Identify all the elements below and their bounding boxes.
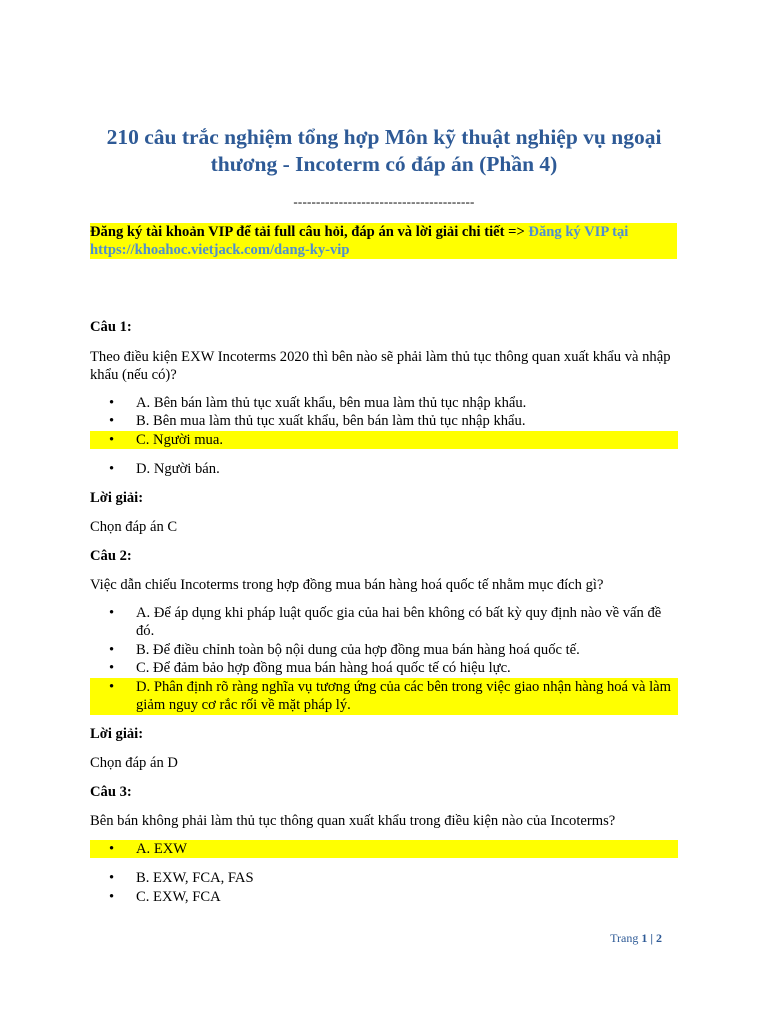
footer-prefix: Trang xyxy=(610,931,639,945)
question-2-option-c: • C. Để đảm bảo hợp đồng mua bán hàng hoá quốc tế có hiệu lực. xyxy=(109,660,511,676)
bullet-icon: • xyxy=(109,840,115,857)
question-3-options xyxy=(90,840,678,907)
question-2-options xyxy=(90,604,678,715)
title-line-1: 210 câu trắc nghiệm tổng hợp Môn kỹ thuật nghiệp vụ ngoại xyxy=(106,125,662,149)
bullet-icon: • xyxy=(109,413,115,429)
bullet-icon: • xyxy=(109,641,115,658)
question-3-option-a-correct: • A. EXW xyxy=(90,840,678,859)
vip-banner-text: Đăng ký tài khoản VIP để tải full câu hỏi, đáp án và lời giải chi tiết => xyxy=(90,224,525,240)
bullet-icon: • xyxy=(109,888,115,905)
question-3-option-c: • C. EXW, FCA xyxy=(109,888,221,905)
bullet-icon: • xyxy=(109,461,115,477)
question-1-label: Câu 1: xyxy=(90,319,132,335)
question-2-label: Câu 2: xyxy=(90,547,132,564)
question-1-option-b: • B. Bên mua làm thủ tục xuất khẩu, bên bán làm thủ tục nhập khẩu. xyxy=(109,413,526,429)
page-footer xyxy=(540,931,662,946)
question-1-option-c-correct: • C. Người mua. xyxy=(90,431,678,450)
bullet-icon: • xyxy=(109,604,115,621)
question-1-option-d: • D. Người bán. xyxy=(109,461,220,477)
questions-content xyxy=(90,318,678,906)
footer-page-number: 1 xyxy=(641,931,648,945)
bullet-icon: • xyxy=(109,431,115,448)
title-line-2: thương - Incoterm có đáp án (Phần 4) xyxy=(210,152,558,176)
vip-link-url[interactable]: https://khoahoc.vietjack.com/dang-ky-vip xyxy=(90,242,350,258)
question-3-text: Bên bán không phải làm thủ tục thông quan xuất khẩu trong điều kiện nào của Incoterms? xyxy=(90,813,616,829)
divider-line: ---------------------------------------- xyxy=(293,194,475,209)
question-2-solution-label: Lời giải: xyxy=(90,725,144,742)
question-2-option-b: • B. Để điều chỉnh toàn bộ nội dung của hợp đồng mua bán hàng hoá quốc tế. xyxy=(109,641,580,658)
question-2-option-a: • A. Để áp dụng khi pháp luật quốc gia của hai bên không có bất kỳ quy định nào về vấn đề đó. xyxy=(109,604,662,639)
bullet-icon: • xyxy=(109,394,115,411)
question-3-label: Câu 3: xyxy=(90,783,132,800)
question-1-options xyxy=(90,394,678,479)
question-1-solution-label: Lời giải: xyxy=(90,489,144,506)
question-2-solution: Chọn đáp án D xyxy=(90,755,178,771)
document-title xyxy=(60,124,708,178)
question-1-text: Theo điều kiện EXW Incoterms 2020 thì bên nào sẽ phải làm thủ tục thông quan xuất khẩu và nhập khẩu (nếu có)? xyxy=(90,348,671,383)
bullet-icon: • xyxy=(109,678,115,695)
footer-total-pages: 2 xyxy=(656,931,662,945)
footer-separator: | xyxy=(650,931,653,945)
bullet-icon: • xyxy=(109,870,115,886)
question-1-solution: Chọn đáp án C xyxy=(90,519,178,535)
bullet-icon: • xyxy=(109,660,115,676)
question-2-text: Việc dẫn chiếu Incoterms trong hợp đồng mua bán hàng hoá quốc tế nhằm mục đích gì? xyxy=(90,577,604,593)
vip-link-label[interactable]: Đăng ký VIP tại xyxy=(528,224,629,240)
question-2-option-d-correct: • D. Phân định rõ ràng nghĩa vụ tương ứng của các bên trong việc giao nhận hàng hoá và làm giảm nguy cơ rắc rối về mặt pháp lý. xyxy=(90,678,678,715)
question-1-option-a: • A. Bên bán làm thủ tục xuất khẩu, bên mua làm thủ tục nhập khẩu. xyxy=(109,394,527,411)
question-3-option-b: • B. EXW, FCA, FAS xyxy=(109,870,254,886)
vip-banner xyxy=(90,223,677,259)
